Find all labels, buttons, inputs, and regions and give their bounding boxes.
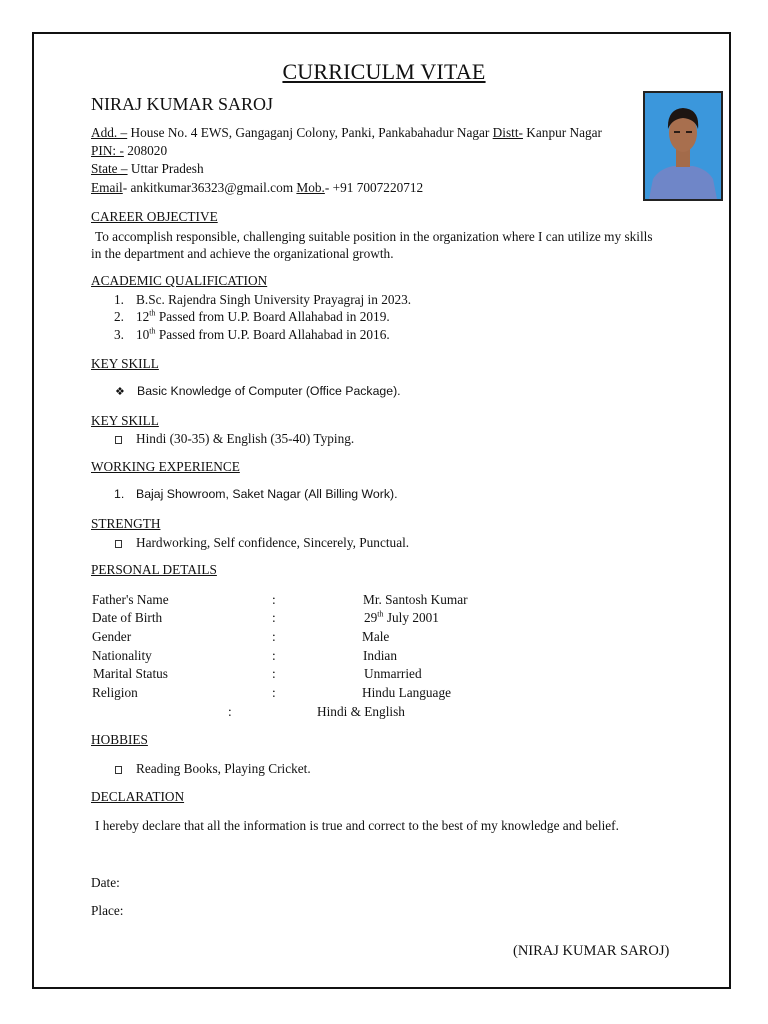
- dob-value: [364, 609, 439, 627]
- academic-item-text: B.Sc. Rajendra Singh University Prayagraj in 2023.: [136, 292, 412, 307]
- academic-item-text: 10: [136, 327, 150, 342]
- document-title: CURRICULM VITAE: [282, 59, 486, 84]
- declaration-text: I hereby declare that all the information is true and correct to the best of my knowledge and belief.: [95, 818, 619, 833]
- declaration-heading: DECLARATION: [91, 789, 185, 804]
- state-line: [91, 160, 204, 178]
- colon: :: [272, 666, 276, 681]
- mobile-value: - +91 7007220712: [324, 180, 424, 195]
- key-skill-item: [115, 384, 401, 398]
- portrait-image: [645, 93, 721, 199]
- strength-heading: STRENGTH: [91, 516, 161, 531]
- colon: :: [272, 592, 276, 607]
- nationality-value: Indian: [363, 648, 397, 663]
- career-objective-line-2: in the department and achieve the organizational growth.: [91, 246, 394, 261]
- list-number: 1.: [114, 487, 125, 501]
- colon: :: [272, 685, 276, 700]
- academic-heading: ACADEMIC QUALIFICATION: [91, 273, 268, 288]
- nationality-label: Nationality: [92, 648, 152, 663]
- gender-label: Gender: [92, 629, 132, 644]
- address-label: Add. –: [91, 125, 128, 140]
- key-skill-heading-2: KEY SKILL: [91, 413, 159, 428]
- profile-photo: [643, 91, 723, 201]
- dob-month-year: July 2001: [383, 610, 439, 625]
- hobbies-item: [115, 760, 311, 778]
- mobile-label: Mob.: [296, 180, 325, 195]
- academic-item: [114, 291, 411, 309]
- district-value: Kanpur Nagar: [522, 125, 602, 140]
- father-name-value: Mr. Santosh Kumar: [363, 592, 468, 607]
- pin-line: [91, 142, 167, 160]
- candidate-name: NIRAJ KUMAR SAROJ: [91, 94, 274, 114]
- strength-item: [115, 534, 409, 552]
- superscript: th: [377, 609, 384, 619]
- colon: :: [272, 629, 276, 644]
- list-number: 3.: [114, 327, 124, 342]
- pin-label: PIN: -: [91, 143, 124, 158]
- religion-label: Religion: [92, 685, 138, 700]
- email-mobile-line: [91, 179, 423, 197]
- signature-name: (NIRAJ KUMAR SAROJ): [513, 943, 670, 959]
- colon: :: [272, 648, 276, 663]
- father-name-label: Father's Name: [92, 592, 169, 607]
- address-line: [91, 124, 602, 142]
- academic-item: [114, 326, 390, 344]
- key-skill-text: Basic Knowledge of Computer (Office Package).: [137, 384, 401, 398]
- list-number: 2.: [114, 309, 124, 324]
- square-bullet-icon: [115, 766, 122, 774]
- key-skill-heading: KEY SKILL: [91, 356, 159, 371]
- experience-text: Bajaj Showroom, Saket Nagar (All Billing Work).: [136, 487, 398, 501]
- religion-value: Hindu Language: [362, 685, 451, 700]
- dob-label: Date of Birth: [92, 610, 163, 625]
- state-value: Uttar Pradesh: [127, 161, 204, 176]
- academic-item-text: Passed from U.P. Board Allahabad in 2016.: [155, 327, 390, 342]
- square-bullet-icon: [115, 540, 122, 548]
- place-label: Place:: [91, 903, 124, 918]
- experience-item: [114, 487, 398, 501]
- typing-skill-item: [115, 430, 354, 448]
- academic-item-text: Passed from U.P. Board Allahabad in 2019.: [155, 309, 390, 324]
- colon: :: [272, 610, 276, 625]
- academic-item-text: 12: [136, 309, 150, 324]
- state-label: State –: [91, 161, 128, 176]
- hobbies-heading: HOBBIES: [91, 732, 148, 747]
- address-value: House No. 4 EWS, Gangaganj Colony, Panki, Pankabahadur Nagar: [127, 125, 493, 140]
- square-bullet-icon: [115, 436, 122, 444]
- marital-status-value: Unmarried: [364, 666, 422, 681]
- dob-day: 29: [364, 610, 378, 625]
- district-label: Distt-: [492, 125, 523, 140]
- pin-value: 208020: [123, 143, 168, 158]
- career-objective-line-1: To accomplish responsible, challenging suitable position in the organization where I can utilize my skills: [95, 229, 653, 244]
- email-label: Email: [91, 180, 123, 195]
- email-value: - ankitkumar36323@gmail.com: [122, 180, 297, 195]
- superscript: th: [149, 326, 156, 336]
- date-label: Date:: [91, 875, 120, 890]
- language-value: Hindi & English: [317, 704, 405, 719]
- list-number: 1.: [114, 292, 124, 307]
- career-objective-heading: CAREER OBJECTIVE: [91, 209, 218, 224]
- hobbies-text: Reading Books, Playing Cricket.: [136, 761, 311, 776]
- strength-text: Hardworking, Self confidence, Sincerely, Punctual.: [136, 535, 410, 550]
- personal-details-heading: PERSONAL DETAILS: [91, 562, 217, 577]
- marital-status-label: Marital Status: [93, 666, 168, 681]
- academic-item: [114, 308, 390, 326]
- working-experience-heading: WORKING EXPERIENCE: [91, 459, 240, 474]
- superscript: th: [149, 308, 156, 318]
- colon: :: [228, 704, 232, 719]
- gender-value: Male: [362, 629, 390, 644]
- typing-skill-text: Hindi (30-35) & English (35-40) Typing.: [136, 431, 355, 446]
- diamond-bullet-icon: ❖: [115, 386, 125, 398]
